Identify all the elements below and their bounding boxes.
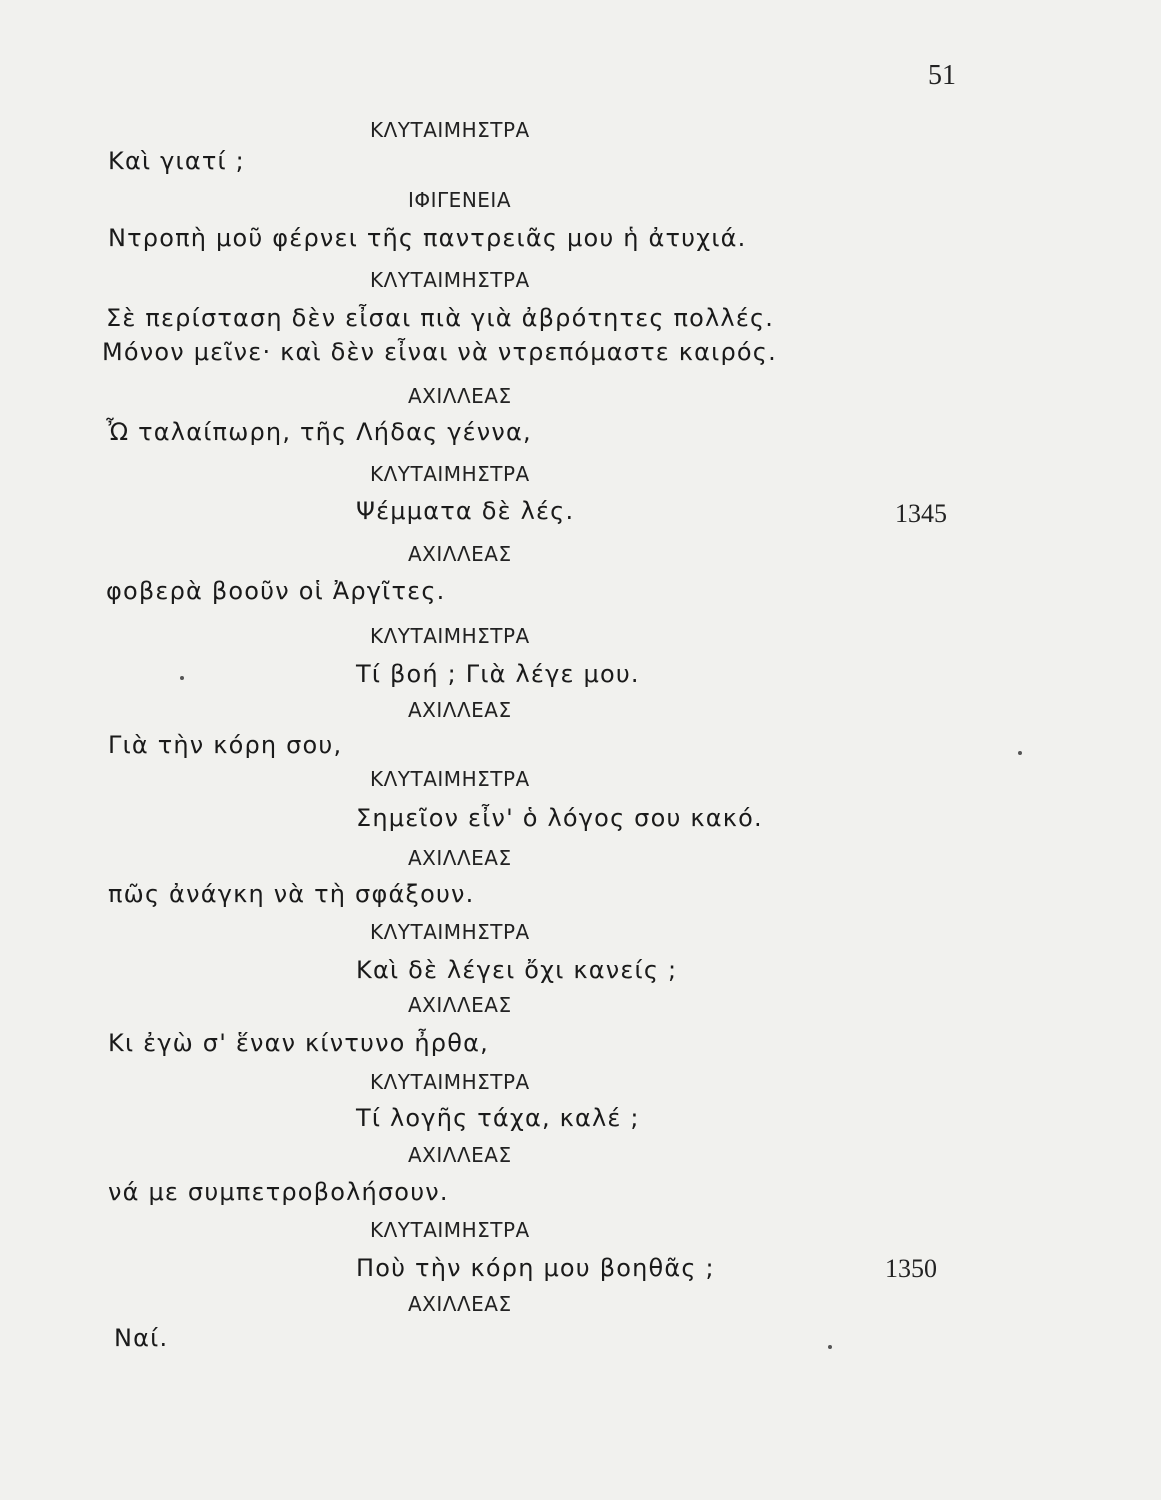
speaker-label: ΚΛΥΤΑΙΜΗΣΤΡΑ — [370, 462, 530, 486]
line-number: 1345 — [895, 499, 947, 528]
stray-mark — [828, 1345, 832, 1349]
verse-line: Ὦ ταλαίπωρη, τῆς Λήδας γέννα, — [106, 418, 532, 446]
speaker-label: ΑΧΙΛΛΕΑΣ — [408, 1143, 512, 1167]
speaker-label: ΚΛΥΤΑΙΜΗΣΤΡΑ — [370, 920, 530, 944]
speaker-label: ΚΛΥΤΑΙΜΗΣΤΡΑ — [370, 767, 530, 791]
verse-line: Μόνον μεῖνε· καὶ δὲν εἶναι νὰ ντρεπόμαστε καιρός. — [102, 338, 777, 366]
verse-line: Κι ἐγὼ σ' ἕναν κίντυνο ἦρθα, — [108, 1029, 489, 1057]
verse-line: πῶς ἀνάγκη νὰ τὴ σφάξουν. — [108, 880, 475, 908]
speaker-label: ΑΧΙΛΛΕΑΣ — [408, 1292, 512, 1316]
stray-mark — [1018, 751, 1022, 755]
verse-line: Ναί. — [114, 1324, 169, 1352]
speaker-label: ΙΦΙΓΕΝΕΙΑ — [408, 188, 511, 212]
line-number: 1350 — [885, 1254, 937, 1283]
verse-line: Καὶ δὲ λέγει ὄχι κανείς ; — [356, 956, 678, 984]
speaker-label: ΚΛΥΤΑΙΜΗΣΤΡΑ — [370, 118, 530, 142]
verse-line: Τί λογῆς τάχα, καλέ ; — [356, 1104, 640, 1132]
verse-line: Τί βοή ; Γιὰ λέγε μου. — [356, 660, 640, 688]
page-number: 51 — [928, 60, 956, 91]
speaker-label: ΑΧΙΛΛΕΑΣ — [408, 698, 512, 722]
verse-line: Σὲ περίσταση δὲν εἶσαι πιὰ γιὰ ἀβρότητες πολλές. — [106, 304, 775, 332]
speaker-label: ΑΧΙΛΛΕΑΣ — [408, 384, 512, 408]
verse-line: Ντροπὴ μοῦ φέρνει τῆς παντρειᾶς μου ἡ ἀτυχιά. — [108, 224, 747, 252]
speaker-label: ΚΛΥΤΑΙΜΗΣΤΡΑ — [370, 1070, 530, 1094]
verse-line: Σημεῖον εἶν' ὁ λόγος σου κακό. — [356, 804, 763, 832]
verse-line: νά με συμπετροβολήσουν. — [108, 1178, 449, 1206]
speaker-label: ΑΧΙΛΛΕΑΣ — [408, 846, 512, 870]
speaker-label: ΑΧΙΛΛΕΑΣ — [408, 542, 512, 566]
verse-line: Γιὰ τὴν κόρη σου, — [108, 731, 343, 759]
verse-line: φοβερὰ βοοῦν οἱ Ἀργῖτες. — [106, 577, 446, 605]
speaker-label: ΚΛΥΤΑΙΜΗΣΤΡΑ — [370, 1218, 530, 1242]
speaker-label: ΑΧΙΛΛΕΑΣ — [408, 993, 512, 1017]
speaker-label: ΚΛΥΤΑΙΜΗΣΤΡΑ — [370, 268, 530, 292]
stray-mark — [180, 676, 184, 680]
verse-line: Καὶ γιατί ; — [108, 147, 245, 175]
verse-line: Ποὺ τὴν κόρη μου βοηθᾶς ; — [356, 1254, 715, 1282]
verse-line: Ψέμματα δὲ λές. — [356, 497, 575, 525]
speaker-label: ΚΛΥΤΑΙΜΗΣΤΡΑ — [370, 624, 530, 648]
